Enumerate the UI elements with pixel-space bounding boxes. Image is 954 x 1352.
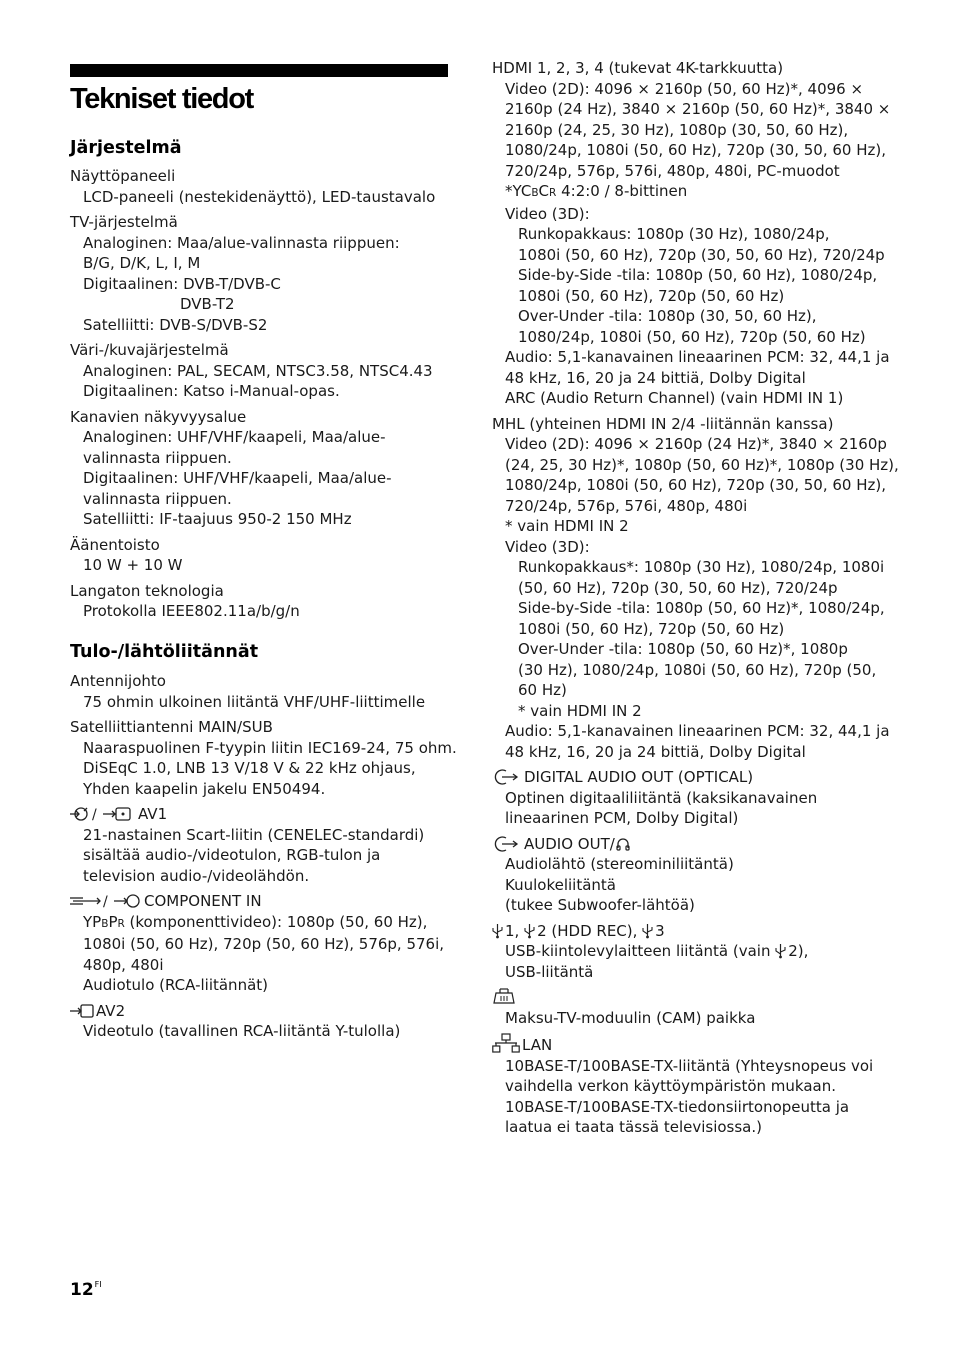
spec-value: 10 W + 10 W: [83, 556, 183, 574]
spec-heading: 1, 2 (HDD REC), 3: [492, 921, 899, 942]
spec-value: Analoginen: PAL, SECAM, NTSC3.58, NTSC4.43: [83, 361, 433, 380]
spec-value: television audio-/videolähdön.: [83, 866, 310, 885]
optical-label: DIGITAL AUDIO OUT (OPTICAL): [524, 768, 754, 786]
spec-value: USB-kiintolevylaitteen liitäntä (vain 2),: [505, 942, 809, 960]
spec-value: Analoginen: UHF/VHF/kaapeli, Maa/alue-: [83, 428, 386, 446]
spec-value: Audio: 5,1-kanavainen lineaarinen PCM: 32, 44,1 ja: [505, 722, 890, 740]
spec-value: Satelliitti: DVB-S/DVB-S2: [83, 315, 268, 334]
spec-heading: Satelliittiantenni MAIN/SUB: [70, 718, 273, 736]
cam-slot-icon: [492, 987, 516, 1005]
spec-heading: Antennijohto: [70, 672, 166, 690]
spec-heading: MHL (yhteinen HDMI IN 2/4 -liitännän kanssa): [492, 414, 834, 433]
spec-value: Over-Under -tila: 1080p (30, 50, 60 Hz),: [518, 307, 817, 325]
spec-value: Side-by-Side -tila: 1080p (50, 60 Hz)*, 1080/24p,: [518, 599, 885, 617]
component-in-icon: [70, 893, 142, 909]
spec-heading: Äänentoisto: [70, 535, 160, 554]
spec-value: 2160p (24 Hz), 3840 × 2160p (50, 60 Hz)*, 3840 ×: [505, 100, 891, 118]
av1-label: AV1: [138, 805, 168, 823]
spec-value: Digitaalinen: DVB-T/DVB-C: [83, 274, 281, 293]
spec-value: Video (3D):: [505, 204, 590, 223]
spec-value: Video (3D):: [505, 537, 590, 556]
spec-value: 1080/24p, 1080i (50, 60 Hz), 720p (50, 60 Hz): [518, 327, 866, 346]
spec-value: 1080i (50, 60 Hz), 720p (50, 60 Hz): [518, 286, 785, 305]
spec-value: 720/24p, 576p, 576i, 480p, 480i: [505, 496, 748, 515]
spec-value: (30 Hz), 1080/24p, 1080i (50, 60 Hz), 720p (50,: [518, 660, 877, 679]
section-heading-system: Järjestelmä: [70, 138, 182, 158]
spec-value: 1080/24p, 1080i (50, 60 Hz), 720p (30, 50, 60 Hz),: [505, 476, 886, 494]
usb-icon: [642, 923, 653, 939]
spec-value: * vain HDMI IN 2: [518, 701, 642, 720]
spec-value: Audiotulo (RCA-liitännät): [83, 976, 268, 994]
svg-text:/: /: [92, 807, 97, 822]
spec-value: 1080/24p, 1080i (50, 60 Hz), 720p (30, 50, 60 Hz),: [505, 141, 886, 159]
spec-value: (50, 60 Hz), 720p (30, 50, 60 Hz), 720/24p: [518, 578, 838, 597]
spec-value: Runkopakkaus*: 1080p (30 Hz), 1080/24p, 1080i: [518, 558, 885, 576]
audio-out-icon: [492, 836, 522, 852]
spec-heading: HDMI 1, 2, 3, 4 (tukevat 4K-tarkkuutta): [492, 59, 784, 77]
spec-heading: [492, 834, 899, 855]
usb-icon: [775, 943, 786, 959]
spec-value: Optinen digitaaliliitäntä (kaksikanavainen: [505, 788, 818, 807]
spec-value: LCD-paneeli (nestekidenäyttö), LED-taustavalo: [83, 187, 436, 206]
video-in-icon: [70, 1003, 94, 1019]
spec-value: lineaarinen PCM, Dolby Digital): [505, 809, 739, 827]
spec-value: 10BASE-T/100BASE-TX-liitäntä (Yhteysnopeus voi: [505, 1056, 874, 1075]
spec-value: 60 Hz): [518, 681, 567, 699]
spec-value: 10BASE-T/100BASE-TX-tiedonsiirtonopeutta ja: [505, 1097, 850, 1116]
system-spec-list: [70, 166, 435, 622]
spec-heading: Väri-/kuvajärjestelmä: [70, 341, 229, 359]
spec-heading: [70, 804, 457, 825]
spec-value: (tukee Subwoofer-lähtöä): [505, 896, 695, 914]
scart-in-out-icon: [70, 806, 136, 822]
spec-value: Yhden kaapelin jakelu EN50494.: [83, 779, 326, 798]
spec-value: 2160p (24, 25, 30 Hz), 1080p (30, 50, 60 Hz),: [505, 120, 849, 139]
component-label: COMPONENT IN: [144, 892, 262, 910]
spec-value: 48 kHz, 16, 20 ja 24 bittiä, Dolby Digital: [505, 368, 806, 387]
spec-value: 21-nastainen Scart-liitin (CENELEC-standardi): [83, 825, 425, 844]
spec-heading: Langaton teknologia: [70, 581, 224, 600]
spec-value: Over-Under -tila: 1080p (50, 60 Hz)*, 1080p: [518, 640, 848, 658]
language-code: FI: [94, 1280, 102, 1289]
spec-value: Digitaalinen: Katso i-Manual-opas.: [83, 382, 340, 400]
spec-value: 1080i (50, 60 Hz), 720p (30, 50, 60 Hz), 720/24p: [518, 245, 885, 264]
spec-value: Side-by-Side -tila: 1080p (50, 60 Hz), 1080/24p,: [518, 266, 878, 284]
spec-heading: [492, 987, 899, 1008]
spec-value: DiSEqC 1.0, LNB 13 V/18 V & 22 kHz ohjaus,: [83, 759, 416, 777]
spec-value: 48 kHz, 16, 20 ja 24 bittiä, Dolby Digital: [505, 742, 806, 761]
spec-heading: Kanavien näkyvyysalue: [70, 407, 247, 426]
page-number: $12^{FI}$: [70, 1280, 102, 1300]
page-title: Tekniset tiedot: [70, 83, 253, 115]
spec-value: valinnasta riippuen.: [83, 448, 232, 467]
spec-heading: [492, 767, 899, 788]
usb-icon: [492, 923, 503, 939]
title-bar: [70, 64, 448, 77]
spec-value: 720/24p, 576p, 576i, 480p, 480i, PC-muodot: [505, 161, 840, 180]
headphones-icon: [615, 836, 631, 852]
spec-value: Audiolähtö (stereominiliitäntä): [505, 855, 734, 873]
spec-value: vaihdella verkon käyttöympäristön mukaan.: [505, 1077, 836, 1095]
av2-label: AV2: [96, 1001, 126, 1020]
spec-value: sisältää audio-/videotulon, RGB-tulon ja: [83, 846, 381, 864]
spec-value: Protokolla IEEE802.11a/b/g/n: [83, 602, 300, 620]
spec-value: B/G, D/K, L, I, M: [83, 254, 201, 272]
spec-value: Kuulokeliitäntä: [505, 875, 616, 894]
spec-value: valinnasta riippuen.: [83, 489, 232, 508]
spec-value: ARC (Audio Return Channel) (vain HDMI IN 1): [505, 389, 844, 407]
spec-value: laatua ei taata tässä televisiossa.): [505, 1118, 762, 1136]
spec-value: Audio: 5,1-kanavainen lineaarinen PCM: 32, 44,1 ja: [505, 348, 890, 366]
audio-out-label: AUDIO OUT/: [524, 834, 615, 853]
spec-heading: Näyttöpaneeli: [70, 167, 176, 185]
spec-value: Video (2D): 4096 × 2160p (50, 60 Hz)*, 4096 ×: [505, 79, 864, 98]
spec-value: *YCBCR 4:2:0 / 8-bittinen: [505, 182, 688, 200]
spec-value: 75 ohmin ulkoinen liitäntä VHF/UHF-liittimelle: [83, 692, 426, 711]
lan-label: LAN: [522, 1036, 553, 1054]
usb-icon: [524, 923, 535, 939]
spec-value: DVB-T2: [180, 295, 235, 313]
spec-value: Videotulo (tavallinen RCA-liitäntä Y-tulolla): [83, 1022, 401, 1040]
lan-icon: [492, 1033, 520, 1053]
spec-value: YPBPR (komponenttivideo): 1080p (50, 60 Hz),: [83, 912, 428, 931]
spec-heading: [492, 1033, 899, 1056]
spec-value: Satelliitti: IF-taajuus 950-2 150 MHz: [83, 510, 352, 528]
spec-value: 1080i (50, 60 Hz), 720p (50, 60 Hz), 576p, 576i,: [83, 935, 445, 953]
spec-value: USB-liitäntä: [505, 962, 594, 981]
optical-out-icon: [492, 769, 522, 785]
spec-value: Maksu-TV-moduulin (CAM) paikka: [505, 1008, 756, 1027]
spec-value: Video (2D): 4096 × 2160p (24 Hz)*, 3840 × 2160p: [505, 435, 887, 453]
spec-heading: TV-järjestelmä: [70, 213, 178, 231]
section-heading-io: Tulo-/lähtöliitännät: [70, 642, 259, 662]
spec-value: 1080i (50, 60 Hz), 720p (50, 60 Hz): [518, 619, 785, 638]
spec-value: * vain HDMI IN 2: [505, 517, 629, 535]
spec-value: 480p, 480i: [83, 955, 164, 974]
spec-heading: [70, 891, 457, 912]
spec-value: Analoginen: Maa/alue-valinnasta riippuen:: [83, 233, 400, 252]
spec-value: (24, 25, 30 Hz)*, 1080p (50, 60 Hz)*, 1080p (30 Hz),: [505, 455, 899, 474]
spec-value: Runkopakkaus: 1080p (30 Hz), 1080/24p,: [518, 225, 830, 243]
svg-text:/: /: [103, 894, 108, 909]
io-right-spec-list: [492, 58, 899, 1138]
spec-heading: [70, 1001, 457, 1022]
spec-value: Digitaalinen: UHF/VHF/kaapeli, Maa/alue-: [83, 469, 392, 487]
spec-value: Naaraspuolinen F-tyypin liitin IEC169-24, 75 ohm.: [83, 738, 457, 757]
io-left-spec-list: [70, 671, 457, 1042]
